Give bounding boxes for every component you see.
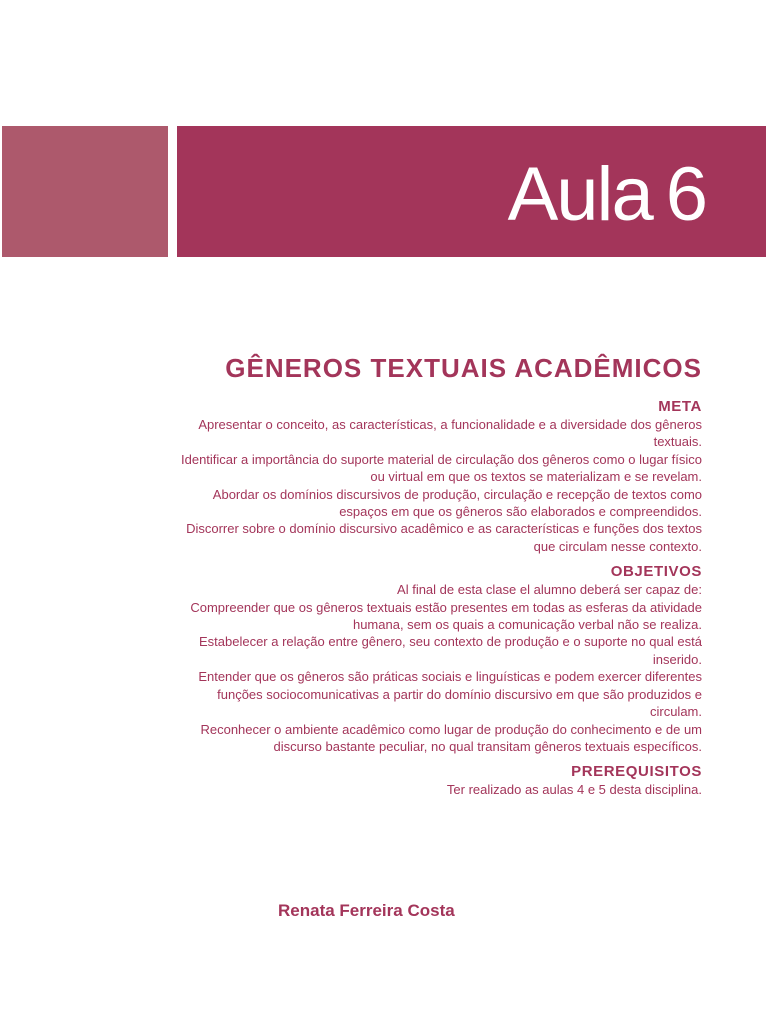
prerequisitos-heading: PREREQUISITOS: [571, 763, 702, 781]
meta-heading: META: [658, 398, 702, 415]
lesson-title: [508, 150, 706, 240]
meta-line: Abordar os domínios discursivos de produção, circulação e recepção de textos como: [212, 486, 702, 502]
objetivos-line: Reconhecer o ambiente acadêmico como lugar de produção do conhecimento e de um: [200, 721, 702, 737]
meta-line: ou virtual em que os textos se materializam e se revelam.: [370, 469, 702, 485]
lesson-number: 6: [665, 152, 706, 237]
meta-line: Apresentar o conceito, as características, a funcionalidade e a diversidade dos gêneros: [198, 417, 702, 432]
author-name: Renata Ferreira Costa: [278, 901, 455, 920]
meta-line: textuais.: [653, 434, 702, 450]
objetivos-line: Entender que os gêneros são práticas sociais e linguísticas e podem exercer diferentes: [198, 669, 702, 685]
objetivos-line: circulam.: [649, 704, 702, 720]
meta-line: Discorrer sobre o domínio discursivo acadêmico e as características e funções dos textos: [186, 521, 702, 537]
objetivos-line: discurso bastante peculiar, no qual transitam gêneros textuais específicos.: [273, 738, 702, 754]
decorative-block: [2, 126, 168, 257]
meta-line: Identificar a importância do suporte material de circulação dos gêneros como o lugar físico: [181, 451, 702, 467]
lesson-content: [102, 348, 702, 807]
objetivos-line: funções sociocomunicativas a partir do domínio discursivo em que são produzidos e: [217, 686, 702, 702]
meta-line: espaços em que os gêneros são elaborados e compreendidos.: [339, 504, 702, 520]
objetivos-heading: OBJETIVOS: [610, 563, 702, 581]
objetivos-line: Al final de esta clase el alumno deberá ser capaz de:: [397, 582, 702, 598]
prerequisitos-line: Ter realizado as aulas 4 e 5 desta disciplina.: [446, 782, 702, 798]
prerequisitos-section: [102, 763, 702, 798]
meta-line: que circulam nesse contexto.: [533, 538, 702, 554]
objetivos-line: Compreender que os gêneros textuais estão presentes em todas as esferas da atividade: [190, 599, 702, 615]
lesson-word: Aula: [507, 152, 652, 237]
objetivos-line: humana, sem os quais a comunicação verbal não se realiza.: [352, 617, 702, 633]
objetivos-line: inserido.: [652, 651, 702, 667]
page-title: GÊNEROS TEXTUAIS ACADÊMICOS: [225, 353, 702, 383]
meta-section: [102, 398, 702, 555]
objetivos-line: Estabelecer a relação entre gênero, seu contexto de produção e o suporte no qual está: [198, 634, 702, 650]
objetivos-section: [102, 563, 702, 755]
